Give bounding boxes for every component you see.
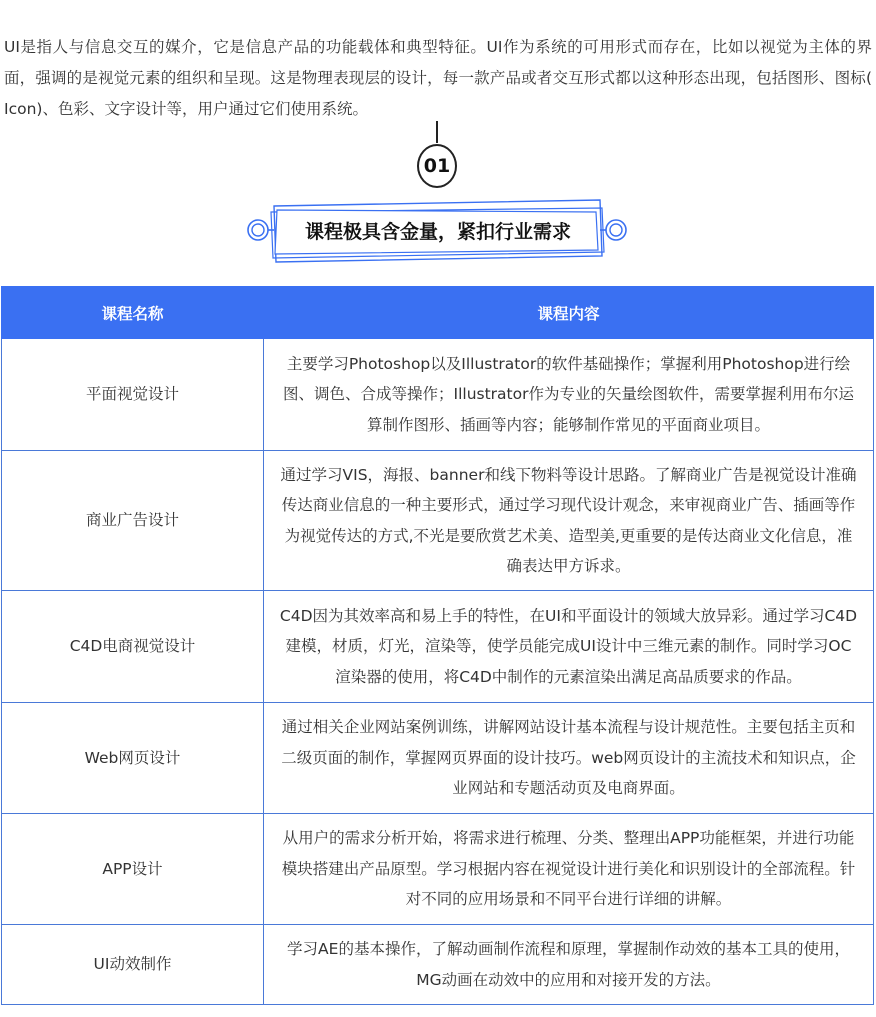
course-content: 学习AE的基本操作，了解动画制作流程和原理，掌握制作动效的基本工具的使用，MG动画在动效中的应用和对接开发的方法。: [264, 925, 874, 1005]
course-name: APP设计: [2, 814, 264, 925]
course-content: 通过相关企业网站案例训练，讲解网站设计基本流程与设计规范性。主要包括主页和二级页面的制作，掌握网页界面的设计技巧。web网页设计的主流技术和知识点，企业网站和专题活动页及电商界面。: [264, 703, 874, 814]
course-content: C4D因为其效率高和易上手的特性，在UI和平面设计的领域大放异彩。通过学习C4D建模，材质，灯光，渲染等，使学员能完成UI设计中三维元素的制作。同时学习OC渲染器的使用，将C4D中制作的元素渲染出满足高品质要求的作品。: [264, 591, 874, 703]
header-course-name: 课程名称: [2, 287, 264, 339]
section-title: 课程极具含金量，紧扣行业需求: [304, 220, 571, 243]
section-number-badge: [417, 144, 457, 188]
header-course-content: 课程内容: [264, 287, 874, 339]
course-table: [1, 286, 874, 1005]
table-row: [2, 591, 874, 703]
table-row: [2, 451, 874, 591]
course-content: 从用户的需求分析开始，将需求进行梳理、分类、整理出APP功能框架，并进行功能模块搭建出产品原型。学习根据内容在视觉设计进行美化和识别设计的全部流程。针对不同的应用场景和不同平台进行详细的讲解。: [264, 814, 874, 925]
course-name: C4D电商视觉设计: [2, 591, 264, 703]
table-header-row: [2, 287, 874, 339]
intro-paragraph: UI是指人与信息交互的媒介，它是信息产品的功能载体和典型特征。UI作为系统的可用形式而存在，比如以视觉为主体的界面，强调的是视觉元素的组织和呈现。这是物理表现层的设计，每一款产品或者交互形式都以这种形态出现，包括图形、图标( Icon)、色彩、文字设计等，用户通过它们使用系统。: [4, 38, 872, 118]
course-name: 商业广告设计: [2, 451, 264, 591]
table-row: [2, 925, 874, 1005]
course-content: 主要学习Photoshop以及Illustrator的软件基础操作；掌握利用Photoshop进行绘图、调色、合成等操作；Illustrator作为专业的矢量绘图软件，需要掌握利用布尔运算制作图形、插画等内容；能够制作常见的平面商业项目。: [264, 339, 874, 451]
course-name: UI动效制作: [2, 925, 264, 1005]
section-connector-line: [436, 121, 438, 143]
course-name: 平面视觉设计: [2, 339, 264, 451]
course-content: 通过学习VIS，海报、banner和线下物料等设计思路。了解商业广告是视觉设计准确传达商业信息的一种主要形式，通过学习现代设计观念，来审视商业广告、插画等作为视觉传达的方式,不光是要欣赏艺术美、造型美,更重要的是传达商业文化信息，准确表达甲方诉求。: [264, 451, 874, 591]
section-number: 01: [423, 155, 451, 177]
section-title-banner: [244, 192, 632, 268]
table-row: [2, 703, 874, 814]
table-row: [2, 814, 874, 925]
table-row: [2, 339, 874, 451]
course-name: Web网页设计: [2, 703, 264, 814]
